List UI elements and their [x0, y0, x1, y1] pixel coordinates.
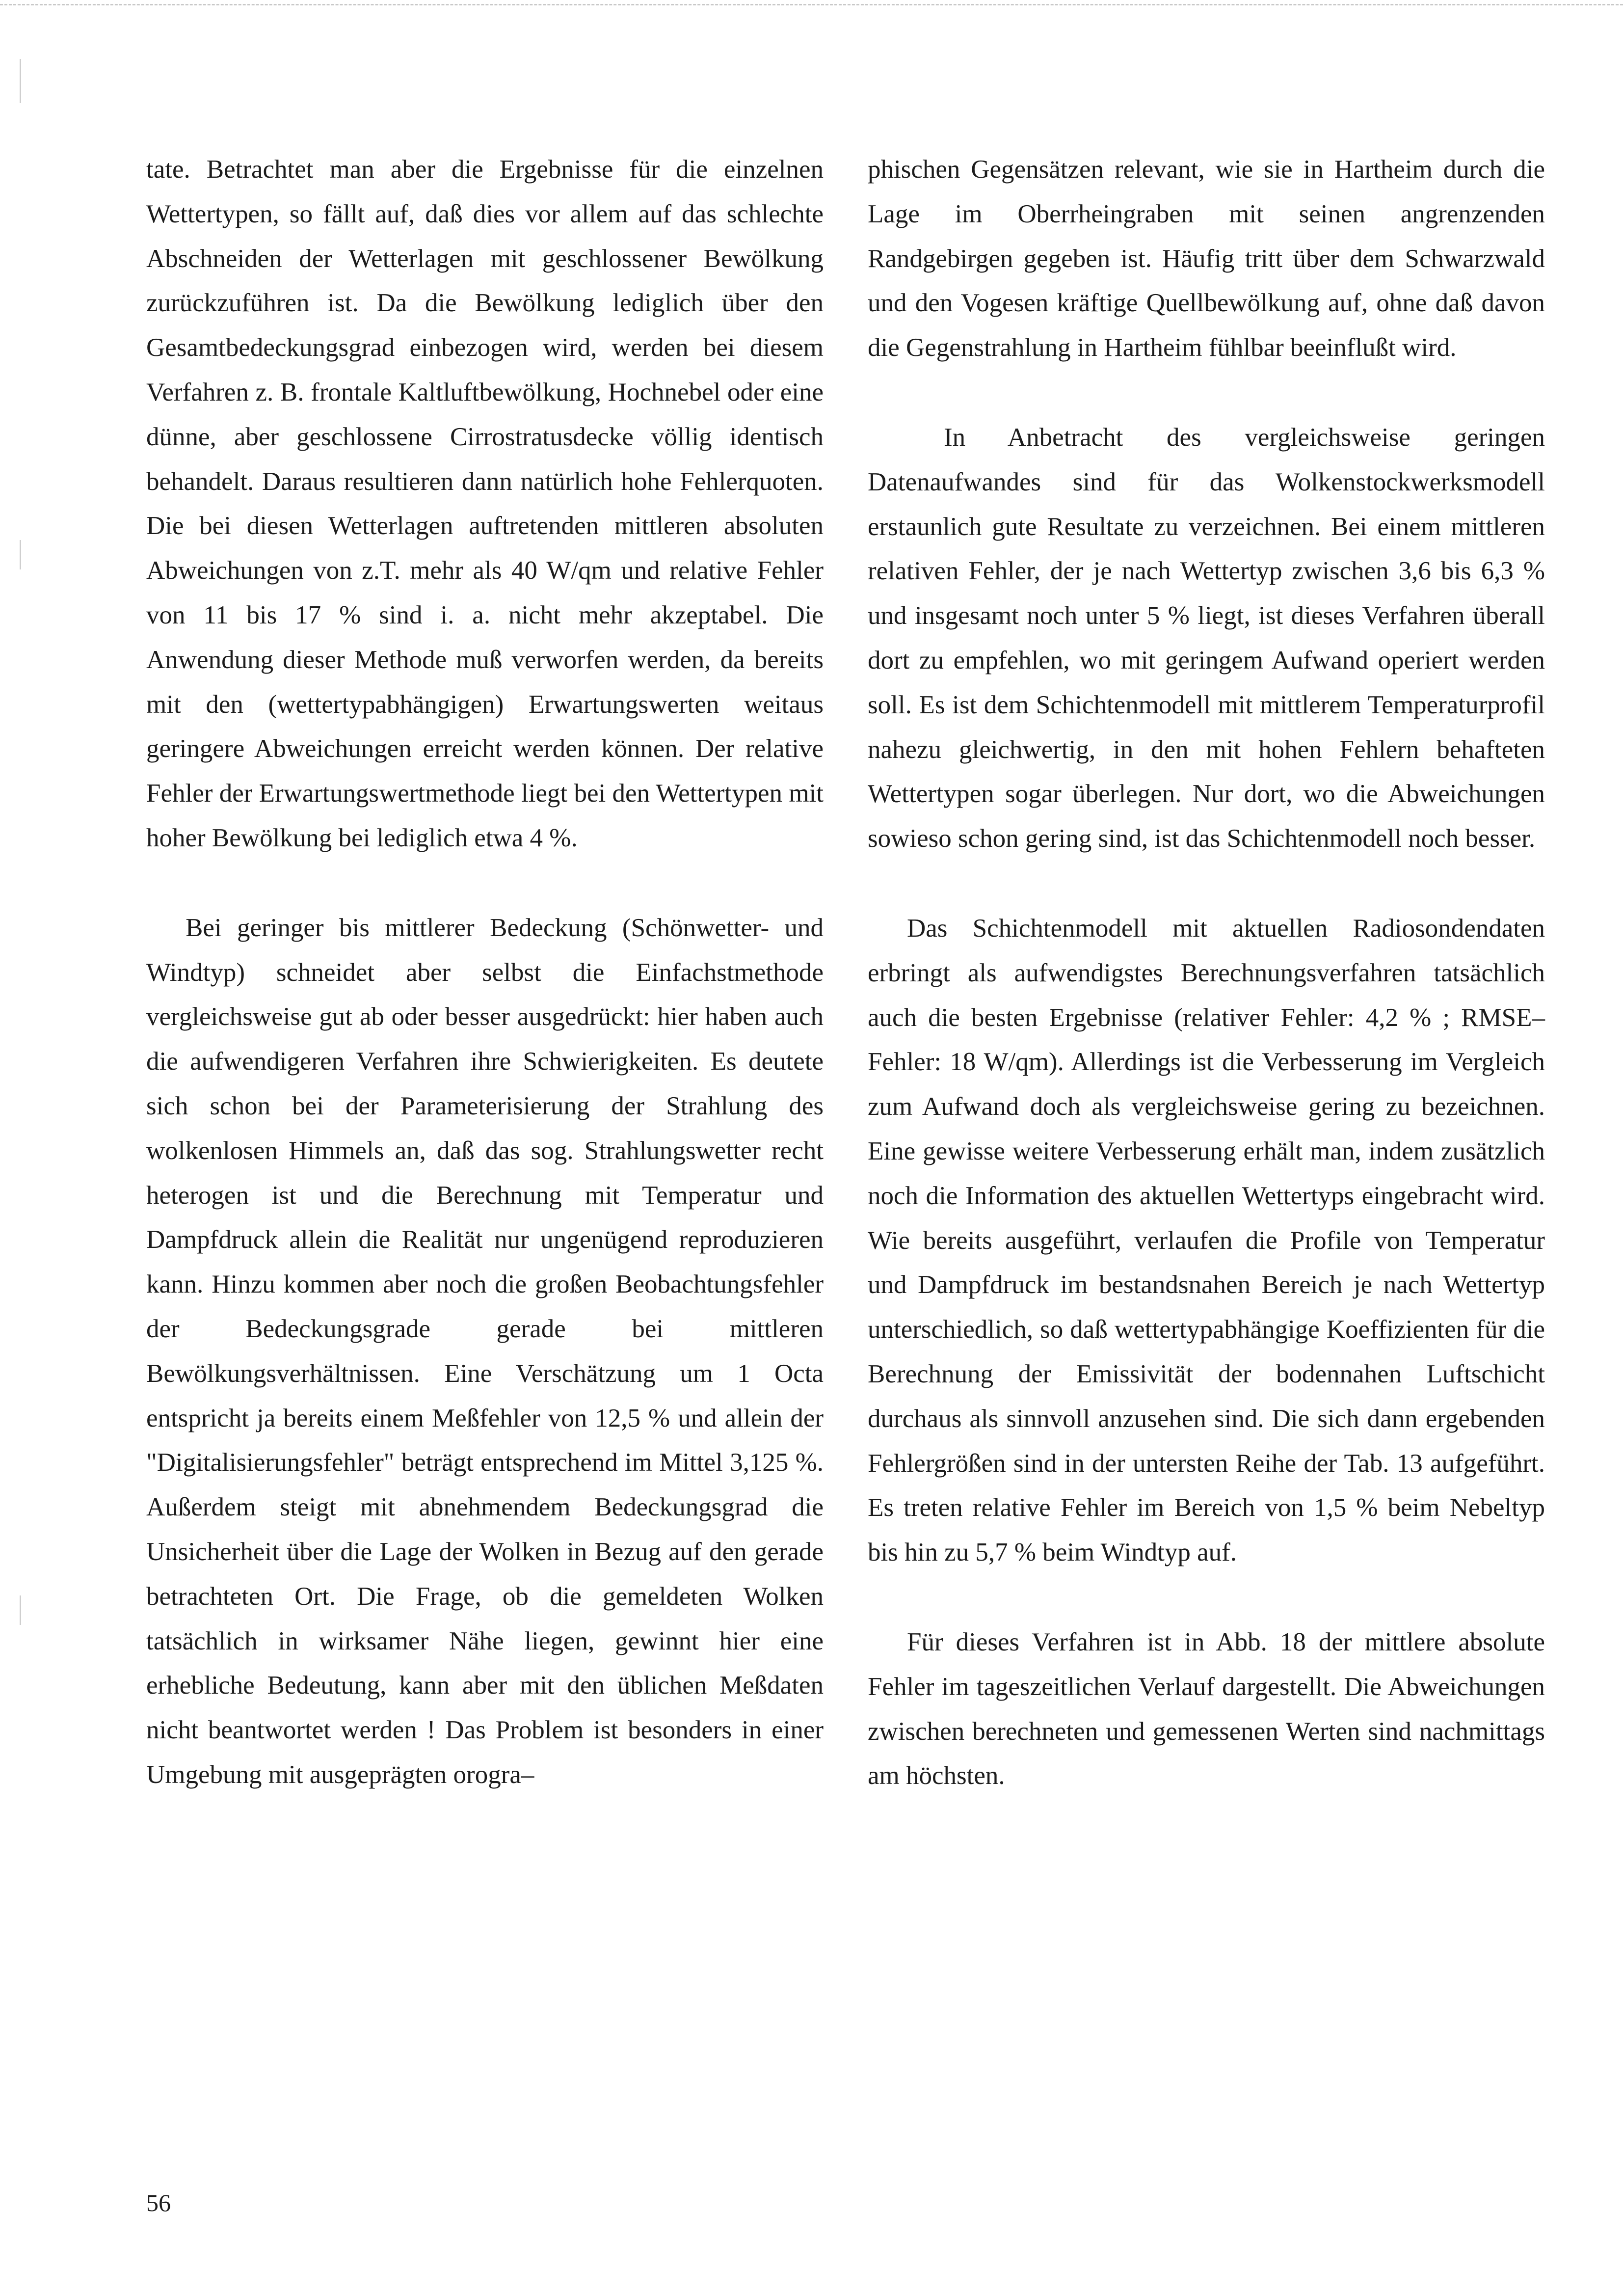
scan-edge-mark — [20, 1595, 21, 1625]
left-paragraph-1: tate. Betrachtet man aber die Ergebnisse für die einzelnen Wettertypen, so fällt auf, daß dies vor allem auf das schlechte Abschneiden der Wetterlagen mit geschlossener Bewölkung zurückzuführen ist. Da die Bewölkung lediglich über den Gesamtbedeckungsgrad einbezogen wird, werden bei diesem Verfahren z. B. frontale Kaltluftbewölkung, Hochnebel oder eine dünne, aber geschlossene Cirrostratusdecke völlig identisch behandelt. Daraus resultieren dann natürlich hohe Fehlerquoten. Die bei diesen Wetterlagen auftretenden mittleren absoluten Abweichungen von z.T. mehr als 40 W/qm und relative Fehler von 11 bis 17 % sind i. a. nicht mehr akzeptabel. Die Anwendung dieser Methode muß verworfen werden, da bereits mit den (wettertypabhängigen) Erwartungswerten weitaus geringere Abweichungen erreicht werden können. Der relative Fehler der Erwartungswertmethode liegt bei den Wettertypen mit hoher Bewölkung bei lediglich etwa 4 %. — [146, 155, 824, 852]
scan-edge-mark — [20, 540, 21, 569]
left-column — [146, 147, 824, 1797]
top-scan-rule — [0, 4, 1623, 5]
right-paragraph-1: phischen Gegensätzen relevant, wie sie in Hartheim durch die Lage im Oberrheingraben mit seinen angrenzenden Randgebirgen gegeben ist. Häufig tritt über dem Schwarzwald und den Vogesen kräftige Quellbewölkung auf, ohne daß davon die Gegenstrahlung in Hartheim fühlbar beeinflußt wird. — [868, 155, 1545, 362]
right-paragraph-4: Für dieses Verfahren ist in Abb. 18 der mittlere absolute Fehler im tageszeitlichen Verlauf dargestellt. Die Abweichungen zwischen berechneten und gemessenen Werten sind nachmittags am höchsten. — [868, 1627, 1545, 1790]
right-paragraph-3: Das Schichtenmodell mit aktuellen Radiosondendaten erbringt als aufwendigstes Berechnungsverfahren tatsächlich auch die besten Ergebnisse (relativer Fehler: 4,2 % ; RMSE–Fehler: 18 W/qm). Allerdings ist die Verbesserung im Vergleich zum Aufwand doch als vergleichsweise gering zu bezeichnen. Eine gewisse weitere Verbesserung erhält man, indem zusätzlich noch die Information des aktuellen Wettertyps eingebracht wird. Wie bereits ausgeführt, verlaufen die Profile von Temperatur und Dampfdruck im bestandsnahen Bereich je nach Wettertyp unterschiedlich, so daß wettertypabhängige Koeffizienten für die Berechnung der Emissivität der bodennahen Luftschicht durchaus als sinnvoll anzusehen sind. Die sich dann ergebenden Fehlergrößen sind in der untersten Reihe der Tab. 13 aufgeführt. Es treten relative Fehler im Bereich von 1,5 % beim Nebeltyp bis hin zu 5,7 % beim Windtyp auf. — [868, 914, 1545, 1567]
right-paragraph-2: In Anbetracht des vergleichsweise geringen Datenaufwandes sind für das Wolkenstockwerksmodell erstaunlich gute Resultate zu verzeichnen. Bei einem mittleren relativen Fehler, der je nach Wettertyp zwischen 3,6 bis 6,3 % und insgesamt noch unter 5 % liegt, ist dieses Verfahren überall dort zu empfehlen, wo mit geringem Aufwand operiert werden soll. Es ist dem Schichtenmodell mit mittlerem Temperaturprofil nahezu gleichwertig, in den mit hohen Fehlern behafteten Wettertypen sogar überlegen. Nur dort, wo die Abweichungen sowieso schon gering sind, ist das Schichtenmodell noch besser. — [868, 423, 1545, 853]
right-column — [868, 147, 1545, 1798]
left-paragraph-2: Bei geringer bis mittlerer Bedeckung (Schönwetter- und Windtyp) schneidet aber selbst die Einfachstmethode vergleichsweise gut ab oder besser ausgedrückt: hier haben auch die aufwendigeren Verfahren ihre Schwierigkeiten. Es deutete sich schon bei der Parameterisierung der Strahlung des wolkenlosen Himmels an, daß das sog. Strahlungswetter recht heterogen ist und die Berechnung mit Temperatur und Dampfdruck allein die Realität nur ungenügend reproduzieren kann. Hinzu kommen aber noch die großen Beobachtungsfehler der Bedeckungsgrade gerade bei mittleren Bewölkungsverhältnissen. Eine Verschätzung um 1 Octa entspricht ja bereits einem Meßfehler von 12,5 % und allein der "Digitalisierungsfehler" beträgt entsprechend im Mittel 3,125 %. Außerdem steigt mit abnehmendem Bedeckungsgrad die Unsicherheit über die Lage der Wolken in Bezug auf den gerade betrachteten Ort. Die Frage, ob die gemeldeten Wolken tatsächlich in wirksamer Nähe liegen, gewinnt hier eine erhebliche Bedeutung, kann aber mit den üblichen Meßdaten nicht beantwortet werden ! Das Problem ist besonders in einer Umgebung mit ausgeprägten orogra– — [146, 913, 824, 1789]
scan-edge-mark — [20, 59, 21, 103]
page-number: 56 — [146, 2189, 171, 2216]
